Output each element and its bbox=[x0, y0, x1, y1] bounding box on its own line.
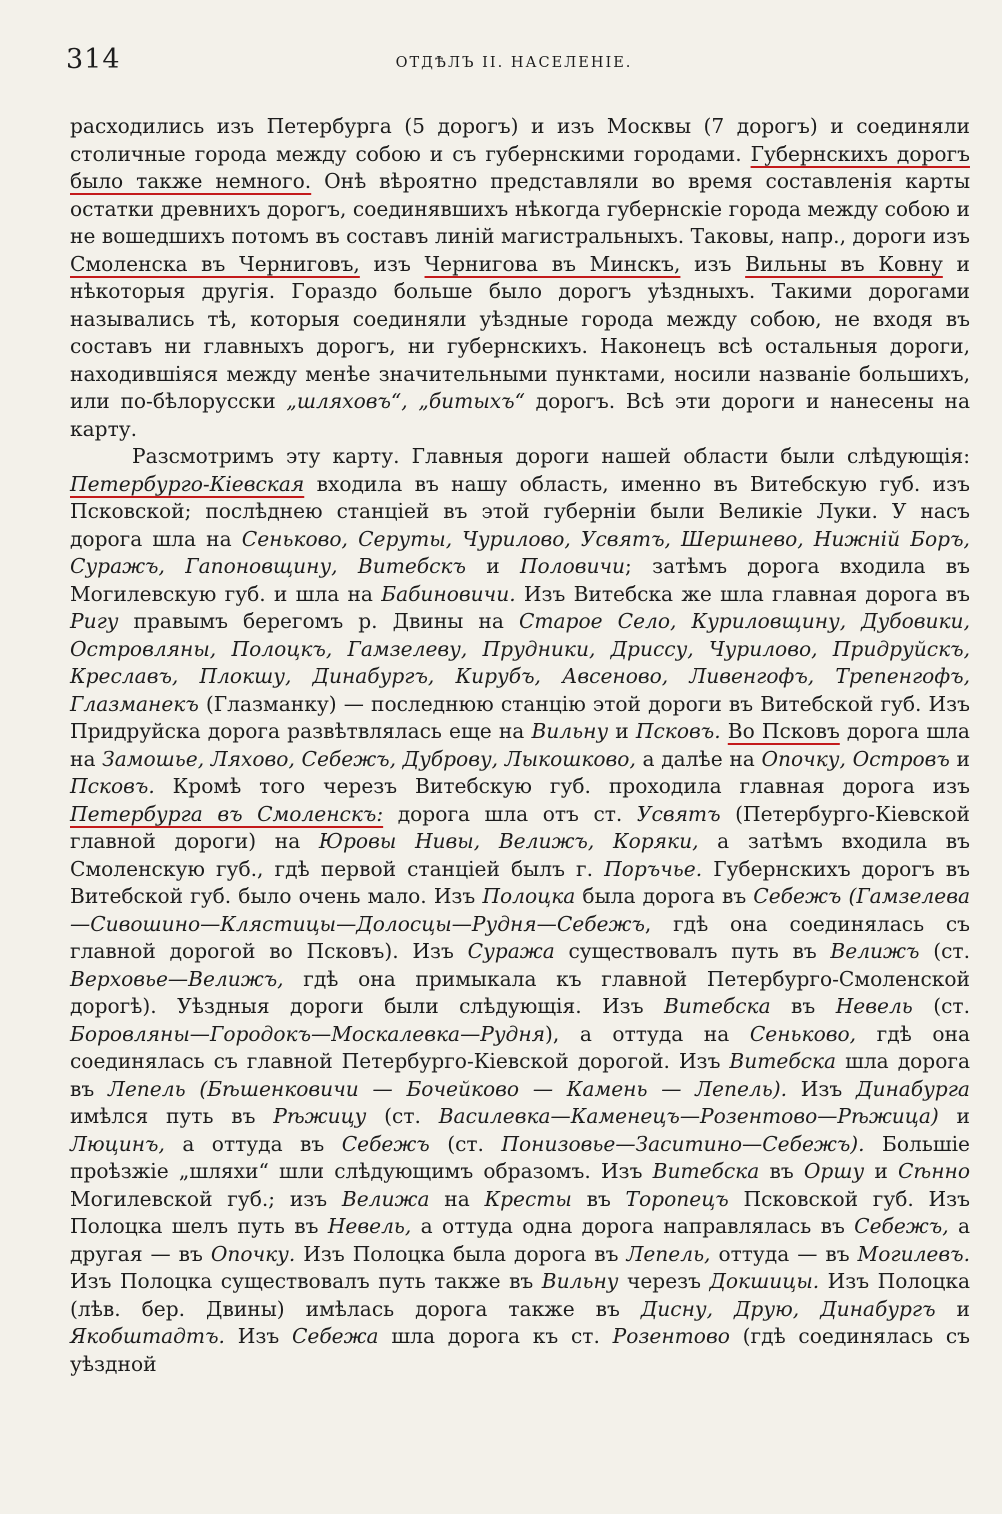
text-run: въ bbox=[770, 994, 836, 1018]
text-run: и нѣкоторыя другія. Гораздо больше было дорогъ уѣздныхъ. Такими дорогами назывались тѣ, которыя соединяли уѣздные города между собою, не входя въ составъ ни главныхъ дорогъ, ни губернскихъ. Наконецъ всѣ остальныя дороги, находившіяся между менѣе значительными пунктами, носили названіе большихъ, или по-бѣлорусски bbox=[70, 251, 970, 413]
text-run: и bbox=[864, 1159, 898, 1183]
italic-place-names: Кресты bbox=[484, 1186, 572, 1211]
text-run: шла дорога къ ст. bbox=[378, 1324, 613, 1348]
italic-place-names: Себежъ, bbox=[854, 1214, 949, 1238]
text-run: Изъ Полоцка (лѣв. бер. Двины) имѣлась дорога также въ bbox=[70, 1269, 970, 1321]
italic-place-names: Дисну, Друю, Динабургъ bbox=[640, 1296, 936, 1321]
text-run: Изъ Полоцка существовалъ путь также въ bbox=[70, 1269, 542, 1293]
underlined-text: Петербурго-Кіевская bbox=[70, 471, 305, 496]
text-run: и bbox=[608, 719, 636, 743]
italic-place-names: Торопецъ bbox=[625, 1186, 729, 1211]
italic-place-names: Розентово bbox=[612, 1324, 730, 1348]
italic-place-names: Люцинъ, bbox=[70, 1131, 165, 1156]
italic-place-names: Невель bbox=[835, 994, 913, 1018]
italic-place-names: Старое Село, Куриловщину, Дубовики, Островляны, Полоцкъ, Гамзелеву, Прудники, Дриссу, Чурилово, Придруйскъ, Креславъ, Плокшу, Динабургъ, Кирубъ, Авсеново, Ливенгофъ, Трепенгофъ, Глазманекъ bbox=[70, 609, 970, 716]
italic-place-names: Полоцка bbox=[482, 884, 576, 908]
text-run: на bbox=[429, 1186, 485, 1211]
text-run: въ bbox=[571, 1186, 626, 1211]
text-run: дорогъ. Всѣ эти дороги и нанесены на карту. bbox=[70, 389, 970, 441]
italic-place-names: Половичи bbox=[519, 554, 626, 578]
italic-place-names: Оршу bbox=[803, 1159, 865, 1183]
italic-place-names: Понизовье—Заситино—Себежъ). bbox=[501, 1131, 865, 1156]
italic-place-names: Рѣжицу bbox=[273, 1104, 367, 1128]
page-header bbox=[66, 44, 962, 80]
text-run: (ст. bbox=[919, 939, 970, 963]
text-run: ; затѣмъ дорога входила въ Могилевскую губ. и шла на bbox=[70, 554, 970, 606]
paragraph bbox=[70, 113, 970, 443]
italic-place-names: Юровы Нивы, Велижъ, Коряки, bbox=[318, 829, 699, 853]
italic-place-names: Лепель, bbox=[626, 1241, 711, 1266]
italic-place-names: Псковъ. bbox=[70, 774, 155, 798]
italic-place-names: Сѣнно bbox=[897, 1159, 970, 1183]
text-run: въ bbox=[759, 1159, 804, 1183]
text-run: гдѣ она примыкала къ главной Петербурго-Смоленской дорогѣ). Уѣздныя дороги были слѣдующія. Изъ bbox=[70, 966, 970, 1018]
italic-place-names: Невель, bbox=[327, 1214, 412, 1238]
text-run: (гдѣ соединялась съ уѣздной bbox=[70, 1324, 970, 1376]
italic-place-names: Велижа bbox=[341, 1186, 430, 1211]
italic-place-names: Сеньково, Серуты, Чурилово, Усвятъ, Шершнево, Нижній Боръ, Суражъ, Гапоновщину, Витебскъ bbox=[70, 526, 970, 578]
italic-place-names: Себежъ bbox=[341, 1131, 430, 1156]
text-run: (ст. bbox=[912, 994, 970, 1018]
italic-place-names: „шляховъ“, „битыхъ“ bbox=[286, 389, 525, 413]
text-run: (ст. bbox=[429, 1131, 502, 1156]
italic-place-names: Верховье—Велижъ, bbox=[70, 966, 284, 991]
underlined-text: Смоленска въ Черниговъ, bbox=[70, 251, 360, 276]
text-run: имѣлся путь въ bbox=[70, 1104, 274, 1128]
text-run: существовалъ путь въ bbox=[554, 939, 831, 963]
italic-place-names: Велижъ bbox=[830, 939, 920, 963]
text-run: Изъ Витебска же шла главная дорога въ bbox=[515, 581, 970, 606]
page-number: 314 bbox=[66, 44, 121, 75]
text-run: оттуда — въ bbox=[710, 1241, 858, 1266]
text-run: гдѣ она соединялась съ главной Петербурго-Кіевской дорогой. Изъ bbox=[70, 1021, 970, 1073]
text-run: изъ bbox=[680, 251, 746, 276]
text-run: Псковской губ. Изъ Полоцка шелъ путь въ bbox=[70, 1186, 971, 1238]
text-run: Изъ bbox=[224, 1324, 292, 1348]
running-title: ОТДѢЛЪ II. НАСЕЛЕНІЕ. bbox=[395, 55, 633, 71]
italic-place-names: Вильну bbox=[531, 719, 609, 743]
text-run: Губернскихъ дорогъ въ Витебской губ. было очень мало. Изъ bbox=[70, 856, 970, 908]
text-run: Большіе проѣзжіе „шляхи“ шли слѣдующимъ образомъ. Изъ bbox=[70, 1131, 970, 1183]
text-run: Онѣ вѣроятно представляли во время составленія карты остатки древнихъ дорогъ, соединявшихъ нѣкогда губернскіе города между собою и не вошедшихъ потомъ въ составъ линій магистральныхъ. Таковы, напр., дороги изъ bbox=[70, 169, 971, 248]
italic-place-names: Витебска bbox=[652, 1159, 760, 1183]
text-run: была дорога въ bbox=[575, 884, 754, 908]
text-run: (Петербурго-Кіевской главной дороги) на bbox=[70, 801, 970, 853]
italic-place-names: Ригу bbox=[70, 609, 119, 633]
text-run: а далѣе на bbox=[635, 746, 762, 771]
underlined-text: Петербурга въ Смоленскъ: bbox=[70, 801, 384, 826]
italic-place-names: Себежа bbox=[291, 1324, 379, 1348]
text-run: Изъ bbox=[787, 1076, 857, 1101]
italic-place-names: Василевка—Каменецъ—Розентово—Рѣжица) bbox=[438, 1104, 939, 1128]
text-run: Кромѣ того черезъ Витебскую губ. проходила главная дорога изъ bbox=[154, 774, 970, 798]
italic-place-names: Замошье, Ляхово, Себежъ, Дуброву, Лыкошково, bbox=[102, 746, 636, 771]
text-run: и bbox=[465, 554, 520, 578]
italic-place-names: Витебска bbox=[663, 994, 771, 1018]
text-run: а другая — въ bbox=[70, 1214, 971, 1266]
text-run: а оттуда въ bbox=[164, 1131, 342, 1156]
italic-place-names: Опочку. bbox=[210, 1241, 296, 1266]
text-run: Могилевской губ.; изъ bbox=[70, 1186, 342, 1211]
underlined-text: Вильны въ Ковну bbox=[745, 251, 943, 276]
underlined-text: Во Псковъ bbox=[727, 719, 840, 743]
paragraph bbox=[70, 443, 970, 1378]
italic-place-names: Витебска bbox=[729, 1049, 837, 1073]
text-run: шла дорога въ bbox=[70, 1049, 970, 1101]
italic-place-names: Якобштадтъ. bbox=[70, 1324, 225, 1348]
text-run: (Глазманку) — последнюю станцію этой дороги въ Витебской губ. Изъ Придруйска дорога развѣтвлялась еще на bbox=[70, 691, 970, 743]
underlined-text: Губернскихъ дорогъ было также немного. bbox=[70, 141, 970, 193]
text-run: дорога шла на bbox=[70, 719, 970, 771]
text-run: Изъ Полоцка была дорога въ bbox=[295, 1241, 627, 1266]
text-run: ), а оттуда на bbox=[545, 1021, 750, 1046]
text-run: (ст. bbox=[366, 1104, 439, 1128]
italic-place-names: Могилевъ. bbox=[857, 1241, 970, 1266]
italic-place-names: Суража bbox=[467, 939, 555, 963]
text-run: черезъ bbox=[618, 1269, 710, 1293]
italic-place-names: Лепель (Бѣшенковичи — Бочейково — Камень — Лепель). bbox=[107, 1076, 788, 1101]
italic-place-names: Сеньково, bbox=[749, 1021, 857, 1046]
italic-place-names: Опочку, Островъ bbox=[761, 746, 950, 771]
italic-place-names: Бабиновичи. bbox=[381, 581, 516, 606]
text-run: расходились изъ Петербурга (5 дорогъ) и изъ Москвы (7 дорогъ) и соединяли столичные города между собою и съ губернскими городами. bbox=[70, 114, 970, 166]
italic-place-names: Себежъ (Гамзелева—Сивошино—Клястицы—Долосцы—Рудня—Себежъ bbox=[70, 884, 970, 936]
text-run: и bbox=[949, 746, 970, 771]
text-run: и bbox=[935, 1296, 971, 1321]
italic-place-names: Динабурга bbox=[856, 1076, 970, 1101]
italic-place-names: Вильну bbox=[541, 1269, 619, 1293]
body-text bbox=[70, 113, 970, 1378]
text-run: а затѣмъ входила въ Смоленскую губ., гдѣ первой станціей былъ г. bbox=[70, 829, 970, 881]
italic-place-names: Боровляны—Городокъ—Москалевка—Рудня bbox=[70, 1021, 546, 1046]
italic-place-names: Поръчье. bbox=[604, 856, 703, 881]
text-run: и bbox=[938, 1104, 970, 1128]
italic-place-names: Псковъ. bbox=[635, 719, 721, 743]
text-run bbox=[721, 719, 728, 743]
text-run: правымъ берегомъ р. Двины на bbox=[118, 609, 519, 633]
text-run: изъ bbox=[359, 251, 425, 276]
text-run: , гдѣ она соединялась съ главной дорогой во Псковъ). Изъ bbox=[70, 911, 970, 963]
text-run: а оттуда одна дорога направлялась въ bbox=[411, 1214, 855, 1238]
underlined-text: Чернигова въ Минскъ, bbox=[424, 251, 681, 276]
text-run: Разсмотримъ эту карту. Главныя дороги нашей области были слѣдующія: bbox=[132, 444, 970, 468]
text-run: входила въ нашу область, именно въ Витебскую губ. изъ Псковской; послѣднею станціей въ этой губерніи были Великіе Луки. У насъ дорога шла на bbox=[70, 471, 970, 551]
italic-place-names: Усвятъ bbox=[636, 801, 721, 826]
text-run: дорога шла отъ ст. bbox=[383, 801, 637, 826]
italic-place-names: Докшицы. bbox=[709, 1269, 820, 1293]
